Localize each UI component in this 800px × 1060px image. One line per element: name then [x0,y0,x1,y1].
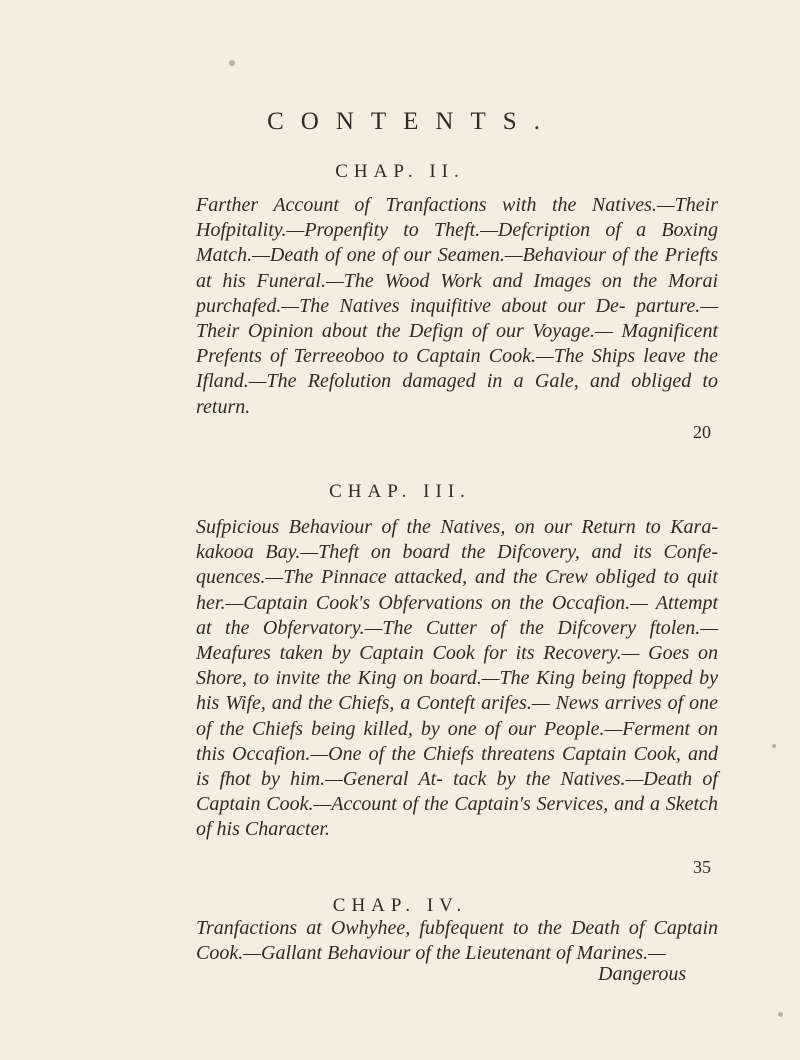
catchword: Dangerous [598,963,687,985]
chapter-heading-ii: CHAP. II. [335,161,465,182]
chapter-heading-iii: CHAP. III. [329,481,471,502]
chapter-summary-ii: Farther Account of Tranfactions with the Natives.—Their Hofpitality.—Propenfity to Theft.—Defcription of a Boxing Match.—Death of one of our Seamen.—Behaviour of the Priefts at his Funeral.—The Wood Work and Images on the Morai purchafed.—The Natives inquifitive about our De- parture.—Their Opinion about the Defign of our Voyage.— Magnificent Prefents of Terreeoboo to Captain Cook.—The Ships leave the Ifland.—The Refolution damaged in a Gale, and obliged to return. [196,194,718,418]
page-speck [229,60,235,66]
chapter-heading-iv: CHAP. IV. [332,895,468,916]
page-speck [778,1012,783,1017]
chapter-summary-iii: Sufpicious Behaviour of the Natives, on our Return to Kara- kakooa Bay.—Theft on board the Difcovery, and its Confe- quences.—The Pinnace attacked, and the Crew obliged to quit her.—Captain Cook's Obfervations on the Occafion.— Attempt at the Obfervatory.—The Cutter of the Difcovery ftolen.—Meafures taken by Captain Cook for its Recovery.— Goes on Shore, to invite the King on board.—The King being ftopped by his Wife, and the Chiefs, a Conteft arifes.— News arrives of one of the Chiefs being killed, by one of our People.—Ferment on this Occafion.—One of the Chiefs threatens Captain Cook, and is fhot by him.—General At- tack by the Natives.—Death of Captain Cook.—Account of the Captain's Services, and a Sketch of his Character. [196,516,718,841]
page-number-iii: 35 [693,857,711,877]
page-speck [772,744,776,748]
chapter-summary-iv: Tranfactions at Owhyhee, fubfequent to the Death of Captain Cook.—Gallant Behaviour of the Lieutenant of Marines.— [196,917,718,965]
page-number-ii: 20 [693,422,711,442]
running-title: CONTENTS. [267,108,557,135]
